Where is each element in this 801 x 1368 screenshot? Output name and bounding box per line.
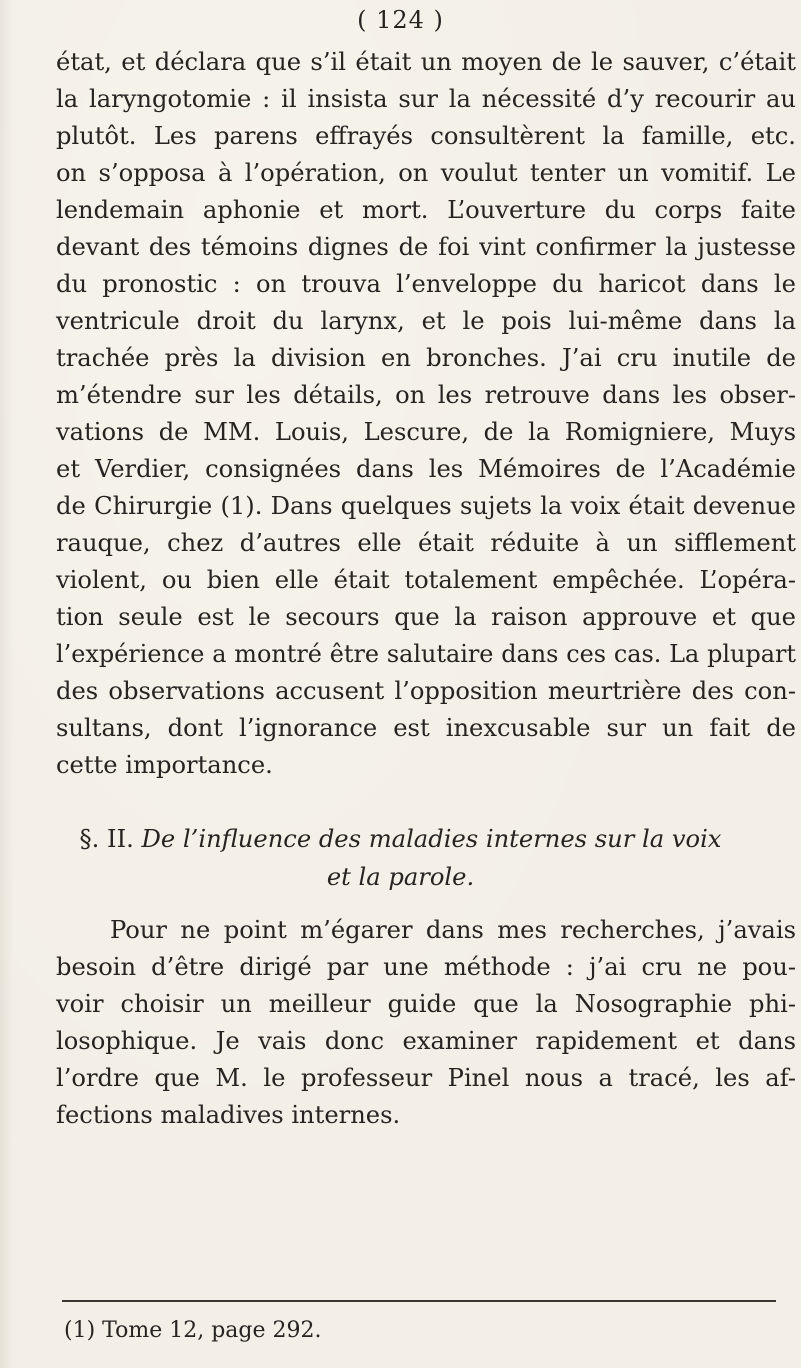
text-line: devant des témoins dignes de foi vint confirmer la justesse: [56, 233, 796, 261]
text-line: la laryngotomie : il insista sur la nécessité d’y recourir au: [56, 85, 796, 113]
text-line: violent, ou bien elle était totalement empêchée. L’opéra-: [56, 566, 796, 594]
text-line: de Chirurgie (1). Dans quelques sujets la voix était devenue: [56, 492, 796, 520]
text-line: état, et déclara que s’il était un moyen de le sauver, c’était: [56, 48, 796, 76]
section-title-line-2: et la parole.: [326, 863, 475, 891]
section-title: De l’influence des maladies internes sur la voix: [141, 825, 722, 853]
page-number: ( 124 ): [357, 6, 444, 34]
text-line: rauque, chez d’autres elle était réduite à un sifflement: [56, 529, 796, 557]
text-line: l’expérience a montré être salutaire dans ces cas. La plupart: [56, 640, 796, 668]
text-line: l’ordre que M. le professeur Pinel nous a tracé, les af-: [56, 1064, 796, 1092]
text-line: losophique. Je vais donc examiner rapidement et dans: [56, 1027, 796, 1055]
text-line: fections maladives internes.: [56, 1101, 401, 1129]
section-heading: [0, 820, 801, 896]
text-line: vations de MM. Louis, Lescure, de la Romigniere, Muys: [56, 418, 796, 446]
text-line: Pour ne point m’égarer dans mes recherches, j’avais: [110, 916, 796, 944]
footnote-divider: [62, 1300, 776, 1302]
text-line: ventricule droit du larynx, et le pois lui-même dans la: [56, 307, 796, 335]
text-line: cette importance.: [56, 751, 273, 779]
text-line: trachée près la division en bronches. J’ai cru inutile de: [56, 344, 796, 372]
text-line: on s’opposa à l’opération, on voulut tenter un vomitif. Le: [56, 159, 796, 187]
paragraph-1: [56, 44, 796, 784]
text-line: du pronostic : on trouva l’enveloppe du haricot dans le: [56, 270, 796, 298]
footnote: (1) Tome 12, page 292.: [64, 1318, 322, 1343]
text-line: lendemain aphonie et mort. L’ouverture du corps faite: [56, 196, 796, 224]
text-line: voir choisir un meilleur guide que la Nosographie phi-: [56, 990, 796, 1018]
text-line: m’étendre sur les détails, on les retrouve dans les obser-: [56, 381, 796, 409]
section-number: §. II.: [79, 825, 134, 853]
paragraph-2: [56, 912, 796, 1134]
text-line: des observations accusent l’opposition meurtrière des con-: [56, 677, 796, 705]
text-line: et Verdier, consignées dans les Mémoires de l’Académie: [56, 455, 796, 483]
text-line: plutôt. Les parens effrayés consultèrent la famille, etc.: [56, 122, 796, 150]
text-line: tion seule est le secours que la raison approuve et que: [56, 603, 796, 631]
text-line: sultans, dont l’ignorance est inexcusable sur un fait de: [56, 714, 796, 742]
text-line: besoin d’être dirigé par une méthode : j’ai cru ne pou-: [56, 953, 796, 981]
section-title-line-1: [0, 820, 801, 858]
